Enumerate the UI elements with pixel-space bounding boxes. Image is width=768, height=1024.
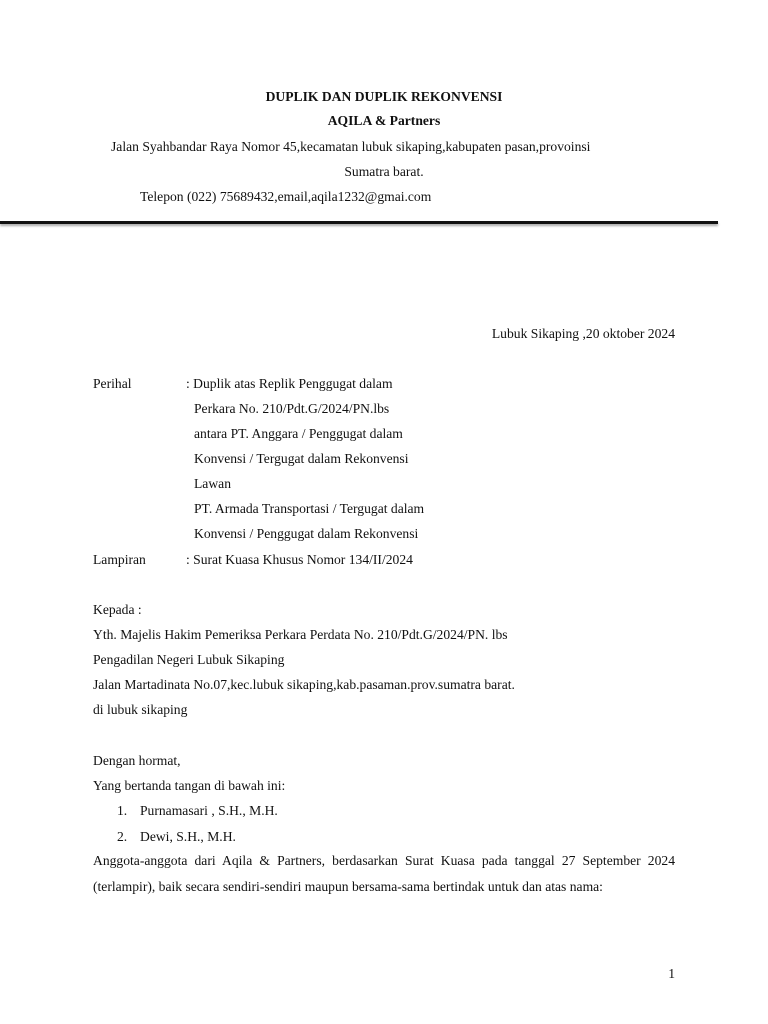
firm-contact: Telepon (022) 75689432,email,aqila1232@gmai.com [140,189,432,204]
recipient-line: Jalan Martadinata No.07,kec.lubuk sikaping,kab.pasaman.prov.sumatra barat. [93,677,515,692]
lampiran-label: Lampiran [93,552,146,567]
place-date: Lubuk Sikaping ,20 oktober 2024 [491,326,675,341]
intro-text: Yang bertanda tangan di bawah ini: [93,778,286,793]
firm-address-line2: Sumatra barat. [344,164,424,179]
kepada-label: Kepada : [93,602,142,617]
page-number: 1 [668,966,675,981]
firm-address-line1: Jalan Syahbandar Raya Nomor 45,kecamatan lubuk sikaping,kabupaten pasan,provoinsi [111,139,591,154]
perihal-line: PT. Armada Transportasi / Tergugat dalam [194,501,425,516]
document-title: DUPLIK DAN DUPLIK REKONVENSI [265,89,503,104]
signatory-name: Dewi, S.H., M.H. [140,829,236,844]
perihal-line: Lawan [194,476,231,491]
body-paragraph: Anggota-anggota dari Aqila & Partners, berdasarkan Surat Kuasa pada tanggal 27 September 2024 (terlampir), baik secara sendiri-sendiri maupun bersama-sama bertindak untuk dan atas nama: [93,853,675,894]
signatory-number: 1. [117,803,128,818]
salutation: Dengan hormat, [93,753,181,768]
perihal-line: Konvensi / Penggugat dalam Rekonvensi [194,526,419,541]
signatory-number: 2. [117,829,128,844]
recipient-line: Pengadilan Negeri Lubuk Sikaping [93,652,285,667]
recipient-line: di lubuk sikaping [93,702,188,717]
firm-name: AQILA & Partners [327,113,441,128]
perihal-line: Perkara No. 210/Pdt.G/2024/PN.lbs [194,401,390,416]
perihal-label: Perihal [93,376,132,391]
recipient-line: Yth. Majelis Hakim Pemeriksa Perkara Perdata No. 210/Pdt.G/2024/PN. lbs [93,627,508,642]
perihal-line: antara PT. Anggara / Penggugat dalam [194,426,403,441]
lampiran-value: : Surat Kuasa Khusus Nomor 134/II/2024 [186,552,413,567]
header-divider [0,221,718,224]
signatory-name: Purnamasari , S.H., M.H. [140,803,278,818]
perihal-line: : Duplik atas Replik Penggugat dalam [186,376,393,391]
perihal-line: Konvensi / Tergugat dalam Rekonvensi [194,451,409,466]
